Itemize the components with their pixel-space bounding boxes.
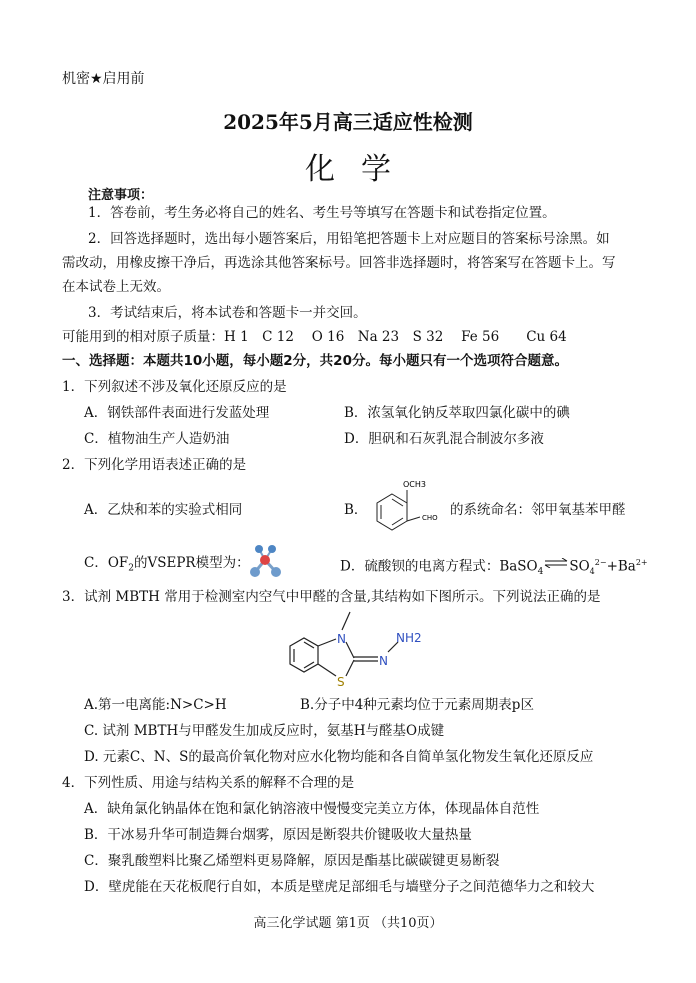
mbth-s-ring: S: [337, 675, 345, 689]
mbth-nh2: NH2: [396, 631, 422, 645]
mbth-n-hydrazone: N: [379, 654, 388, 668]
page-footer: 高三化学试题 第1页 （共10页）: [253, 916, 443, 931]
q3-option-d: D. 元素C、N、S的最高价氧化物对应水化物均能和各自简单氢化物发生氧化还原反应: [84, 749, 594, 765]
q4-option-d: D．壁虎能在天花板爬行自如，本质是壁虎足部细毛与墙壁分子之间范德华力之和较大: [84, 879, 595, 895]
sulfate-sub: 4: [589, 567, 595, 577]
q2-option-b-text: 的系统命名：邻甲氧基苯甲醛: [450, 502, 626, 518]
atomic-masses: 可能用到的相对原子质量：H 1 C 12 O 16 Na 23 S 32 Fe 56 Cu 64: [62, 329, 567, 345]
subject-title: 化学: [305, 152, 417, 187]
q4-option-b: B．干冰易升华可制造舞台烟雾，原因是断裂共价键吸收大量热量: [84, 827, 472, 843]
section-heading: 一、选择题：本题共10小题，每小题2分，共20分。每小题只有一个选项符合题意。: [62, 353, 568, 369]
equilibrium-arrow: [543, 553, 569, 575]
q3-option-a: A.第一电离能:N>C>H: [84, 697, 227, 713]
q2-option-c-prefix: C．OF: [84, 555, 129, 571]
mbth-structure: [266, 606, 436, 696]
q2-option-b-label: B．: [344, 502, 368, 518]
q4-option-a: A．缺角氯化钠晶体在饱和氯化钠溶液中慢慢变完美立方体，体现晶体自范性: [84, 801, 540, 817]
q2-option-d-sub: 4: [537, 567, 544, 578]
mbth-n-ring: N: [337, 632, 346, 646]
q2-option-a: A．乙炔和苯的实验式相同: [84, 502, 243, 518]
q2-option-c-suffix: 的VSEPR模型为：: [134, 555, 250, 571]
och3-label: OCH3: [403, 480, 426, 489]
cho-label: CHO: [422, 514, 438, 522]
confidential-label: 机密★启用前: [62, 71, 145, 87]
sulfate-charge: 2−: [594, 558, 607, 567]
note-2-line1: 2．回答选择题时，选出每小题答案后，用铅笔把答题卡上对应题目的答案标号涂黑。如: [88, 231, 610, 247]
sulfate-ion: SO: [569, 558, 590, 575]
barium-charge: 2+: [635, 558, 648, 567]
note-3: 3．考试结束后，将本试卷和答题卡一并交回。: [88, 305, 367, 321]
q2-option-d: [340, 552, 648, 583]
note-2-line2: 需改动，用橡皮擦干净后，再选涂其他答案标号。回答非选择题时，将答案写在答题卡上。写: [62, 255, 616, 271]
barium-ion: +Ba: [606, 558, 636, 575]
q2-option-c: [84, 552, 250, 580]
q1-option-a: A．钢铁部件表面进行发蓝处理: [84, 405, 270, 421]
q4-stem: 4．下列性质、用途与结构关系的解释不合理的是: [62, 775, 355, 791]
benzaldehyde-structure: [362, 476, 448, 538]
q2-stem: 2．下列化学用语表述正确的是: [62, 457, 247, 473]
q1-option-c: C．植物油生产人造奶油: [84, 431, 230, 447]
exam-title: 2025年5月高三适应性检测: [223, 110, 473, 134]
note-1: 1．答卷前，考生务必将自己的姓名、考生号等填写在答题卡和试卷指定位置。: [88, 205, 556, 221]
q1-stem: 1．下列叙述不涉及氧化还原反应的是: [62, 379, 287, 395]
q4-option-c: C．聚乳酸塑料比聚乙烯塑料更易降解，原因是酯基比碳碳键更易断裂: [84, 853, 500, 869]
q1-option-d: D．胆矾和石灰乳混合制波尔多液: [344, 431, 544, 447]
q1-option-b: B．浓氢氧化钠反萃取四氯化碳中的碘: [344, 405, 570, 421]
q3-option-c: C. 试剂 MBTH与甲醛发生加成反应时，氨基H与醛基O成键: [84, 723, 445, 739]
q3-stem: 3．试剂 MBTH 常用于检测室内空气中甲醛的含量,其结构如下图所示。下列说法正确的是: [62, 589, 601, 605]
q2-option-d-prefix: D．硫酸钡的电离方程式：BaSO: [340, 558, 538, 575]
q3-option-b: B.分子中4种元素均位于元素周期表p区: [300, 697, 534, 713]
notes-heading: 注意事项：: [88, 188, 154, 203]
vsepr-model-image: [246, 542, 286, 580]
note-2-line3: 在本试卷上无效。: [62, 279, 170, 295]
q2-option-c-sub: 2: [128, 563, 134, 574]
